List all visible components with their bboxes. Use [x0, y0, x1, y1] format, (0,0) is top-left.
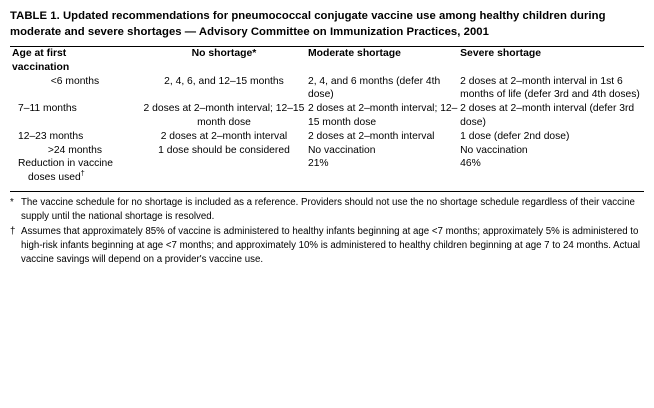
cell-no-shortage: 2, 4, 6, and 12–15 months: [164, 75, 284, 87]
cell-no-shortage: 2 doses at 2–month interval: [160, 130, 288, 142]
column-header-age: [10, 47, 140, 74]
table-row: [10, 130, 644, 144]
table-row: [10, 102, 644, 130]
cell-summary-moderate: 21%: [307, 158, 329, 170]
cell-moderate-shortage: 2 doses at 2–month interval: [307, 130, 435, 142]
column-header-age-line2: vaccination: [12, 61, 70, 73]
cell-moderate-shortage: 2, 4, and 6 months (defer 4th dose): [307, 75, 441, 101]
cell-age: 12–23 months: [18, 130, 84, 142]
table-row: [10, 75, 644, 103]
table-header-row: [10, 47, 644, 74]
footnote-text: Assumes that approximately 85% of vaccine is administered to healthy infants beginning at age <7 months; approximately 5% is administered to high-risk infants beginning at age <7 months; and approximately 10% is administered to healthy children beginning at age 7 to 24 months. Actual vaccine savings will depend on a provider's vaccine use.: [21, 226, 641, 266]
column-header-no-shortage: No shortage*: [191, 48, 257, 60]
cell-no-shortage: 1 dose should be considered: [158, 144, 290, 156]
cell-severe-shortage: 1 dose (defer 2nd dose): [460, 130, 570, 142]
table-summary-row: [10, 157, 644, 185]
table-bottom-divider: [10, 191, 644, 192]
cell-moderate-shortage: No vaccination: [307, 144, 376, 156]
cell-summary-no-shortage: [140, 157, 308, 185]
cell-summary-label: [10, 157, 140, 185]
cell-age: >24 months: [47, 144, 103, 156]
cell-moderate-shortage: 2 doses at 2–month interval; 12–15 month dose: [307, 103, 458, 128]
column-header-moderate-shortage: Moderate shortage: [307, 48, 401, 60]
column-header-age-line1: Age at first: [12, 48, 67, 60]
footnote-text: The vaccine schedule for no shortage is included as a reference. Providers should not use the no shortage schedule regardless of their vaccine supply until the national shortage is resolved.: [21, 196, 635, 222]
cell-severe-shortage: 2 doses at 2–month interval (defer 3rd dose): [460, 103, 635, 128]
cell-age: 7–11 months: [18, 103, 77, 115]
table-title: TABLE 1. Updated recommendations for pneumococcal conjugate vaccine use among healthy children during moderate and severe shortages — Advisory Committee on Immunization Practices, 2001: [10, 10, 606, 39]
footnote-asterisk: [10, 196, 644, 224]
cell-severe-shortage: 2 doses at 2–month interval in 1st 6 months of life (defer 3rd and 4th doses): [460, 75, 640, 101]
cell-severe-shortage: No vaccination: [460, 144, 528, 156]
footnote-marker-dagger: †: [80, 168, 85, 178]
footnote-marker: *: [10, 196, 14, 208]
summary-label-line2: doses used†: [28, 168, 85, 184]
cell-age: <6 months: [50, 75, 100, 87]
footnotes: [10, 196, 644, 267]
cell-no-shortage: 2 doses at 2–month interval; 12–15 month dose: [143, 103, 305, 128]
column-header-severe-shortage: Severe shortage: [460, 48, 541, 60]
table-row: [10, 144, 644, 158]
recommendations-table: [10, 47, 644, 185]
footnote-marker: †: [10, 226, 16, 238]
summary-label-line1: Reduction in vaccine: [18, 158, 114, 170]
cell-summary-severe: 46%: [460, 158, 481, 170]
footnote-dagger: [10, 225, 644, 267]
